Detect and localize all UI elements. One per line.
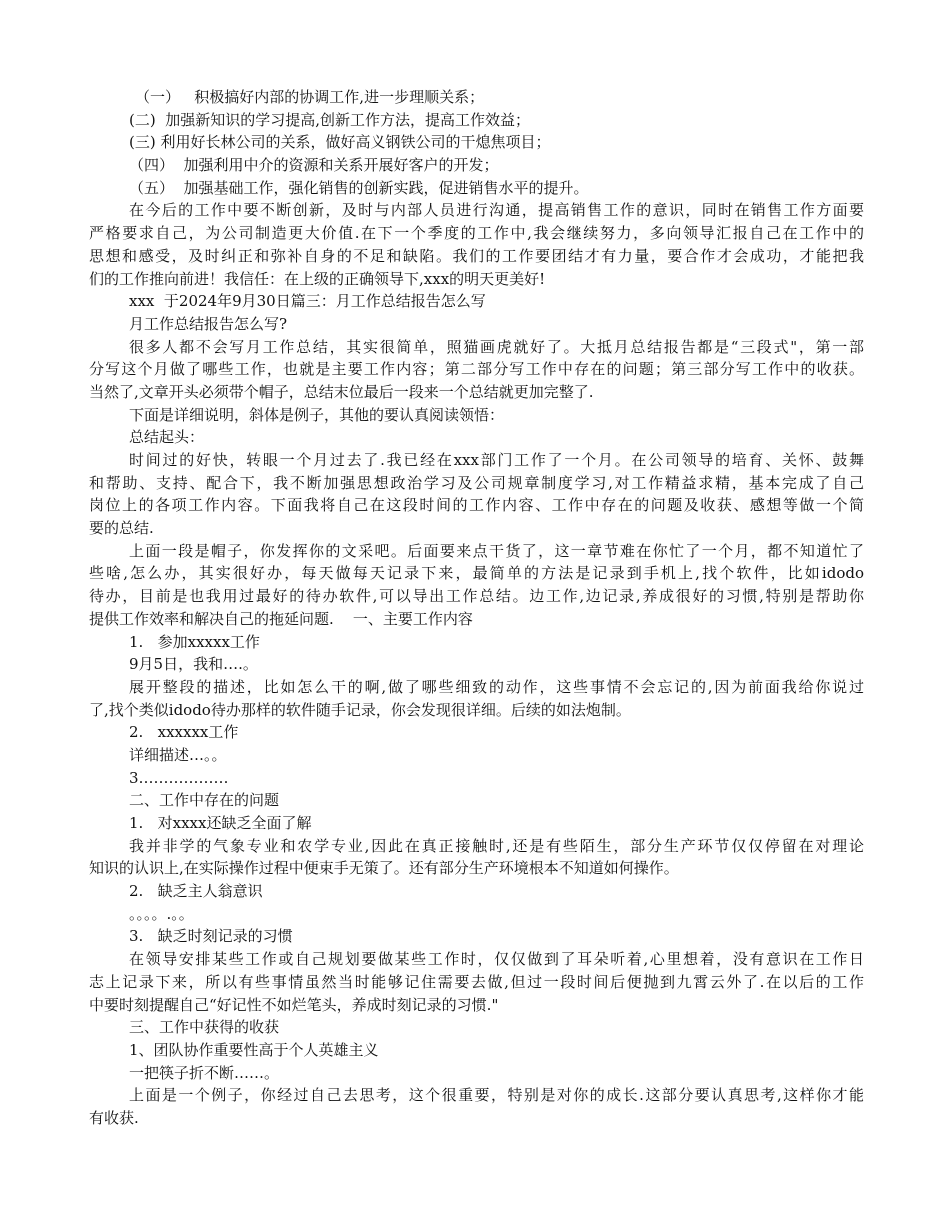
text-line: 总结起头： xyxy=(129,428,205,447)
text-line: 些啥,怎么办，其实很好办，每天做每天记录下来，最简单的方法是记录到手机上,找个软件，比如idodo xyxy=(89,564,864,583)
text-line: (二) 加强新知识的学习提高,创新工作方法，提高工作效益； xyxy=(129,110,531,129)
text-line: 当然了,文章开头必须带个帽子，总结末位最后一段来一个总结就更加完整了. xyxy=(89,382,594,401)
text-line: 待办，目前是也我用过最好的待办软件,可以导出工作总结。边工作,边记录,养成很好的习惯,特别是帮助你 xyxy=(89,587,864,606)
text-line: 们的工作推向前进！我信任：在上级的正确领导下,xxx的明天更美好! xyxy=(89,269,546,288)
text-line: 有收获. xyxy=(89,1108,139,1127)
text-line: 分写这个月做了哪些工作，也就是主要工作内容；第二部分写工作中存在的问题；第三部分写工作中的收获。 xyxy=(89,360,864,379)
text-line: 2. xxxxxx工作 xyxy=(129,723,239,742)
text-line: 在领导安排某些工作或自己规划要做某些工作时，仅仅做到了耳朵听着,心里想着，没有意识在工作日 xyxy=(129,950,864,969)
text-line: 提供工作效率和解决自己的拖延问题. 一、主要工作内容 xyxy=(89,609,473,628)
text-line: 岗位上的各项工作内容。下面我将自己在这段时间的工作内容、工作中存在的问题及收获、感想等做一个简 xyxy=(89,496,864,515)
text-line: （一） 积极搞好内部的协调工作,进一步理顺关系； xyxy=(135,88,485,106)
text-line: 了,找个类似idodo待办那样的软件随手记录，你会发现很详细。后续的如法炮制。 xyxy=(89,700,631,719)
text-line: 。。。。.。。 xyxy=(129,904,194,923)
text-line: 知识的认识上,在实际操作过程中便束手无策了。还有部分生产环境根本不知道如何操作。 xyxy=(89,859,679,878)
text-line: 月工作总结报告怎么写? xyxy=(129,314,288,333)
text-line: 1、团队协作重要性高于个人英雄主义 xyxy=(129,1040,379,1059)
text-line: 详细描述…。。 xyxy=(129,745,227,764)
text-line: 上面一段是帽子，你发挥你的文采吧。后面要来点干货了，这一章节难在你忙了一个月，都不知道忙了 xyxy=(129,541,864,560)
text-line: 展开整段的描述，比如怎么干的啊,做了哪些细致的动作，这些事情不会忘记的,因为前面我给你说过 xyxy=(129,677,864,696)
text-line: 下面是详细说明，斜体是例子，其他的要认真阅读领悟： xyxy=(129,405,505,424)
text-line: 思想和感受，及时纠正和弥补自身的不足和缺陷。我们的工作要团结才有力量，要合作才会成功，才能把我 xyxy=(89,246,864,265)
text-line: 中要时刻提醒自己“好记性不如烂笔头，养成时刻记录的习惯." xyxy=(89,995,499,1014)
text-line: 三、工作中获得的收获 xyxy=(129,1018,280,1037)
text-line: 在今后的工作中要不断创新，及时与内部人员进行沟通，提高销售工作的意识，同时在销售工作方面要 xyxy=(129,201,864,220)
text-line: （四） 加强利用中介的资源和关系开展好客户的开发； xyxy=(129,156,499,175)
text-line: （五） 加强基础工作，强化销售的创新实践，促进销售水平的提升。 xyxy=(129,178,589,197)
text-line: 严格要求自己，为公司制造更大价值.在下一个季度的工作中,我会继续努力，多向领导汇报自己在工作中的 xyxy=(89,224,864,243)
text-line: (三) 利用好长林公司的关系，做好高义钢铁公司的干熄焦项目； xyxy=(129,133,551,152)
text-line: 二、工作中存在的问题 xyxy=(129,791,280,810)
text-line: 我并非学的气象专业和农学专业,因此在真正接触时,还是有些陌生，部分生产环节仅仅停留在对理论 xyxy=(129,836,864,855)
text-line: xxx 于2024年9月30日篇三：月工作总结报告怎么写 xyxy=(129,292,486,311)
text-line: 上面是一个例子，你经过自己去思考，这个很重要，特别是对你的成长.这部分要认真思考,这样你才能 xyxy=(129,1086,864,1105)
text-line: 3. 缺乏时刻记录的习惯 xyxy=(129,927,293,946)
text-line: 1. 参加xxxxx工作 xyxy=(129,632,260,651)
text-line: 9月5日，我和….。 xyxy=(129,655,258,674)
text-line: 和帮助、支持、配合下，我不断加强思想政治学习及公司规章制度学习,对工作精益求精，基本完成了自己 xyxy=(89,473,864,492)
text-line: 2. 缺乏主人翁意识 xyxy=(129,882,263,901)
text-line: 一把筷子折不断……。 xyxy=(129,1063,280,1082)
text-line: 3……………… xyxy=(129,768,229,787)
text-line: 1. 对xxxx还缺乏全面了解 xyxy=(129,814,312,832)
text-line: 很多人都不会写月工作总结，其实很简单，照猫画虎就好了。大抵月总结报告都是“三段式"，第一部 xyxy=(129,337,864,356)
text-line: 时间过的好快，转眼一个月过去了.我已经在xxx部门工作了一个月。在公司领导的培育、关怀、鼓舞 xyxy=(129,451,864,469)
text-line: 志上记录下来，所以有些事情虽然当时能够记住需要去做,但过一段时间后便抛到九霄云外了.在以后的工作 xyxy=(89,972,864,991)
text-line: 要的总结. xyxy=(89,519,154,538)
